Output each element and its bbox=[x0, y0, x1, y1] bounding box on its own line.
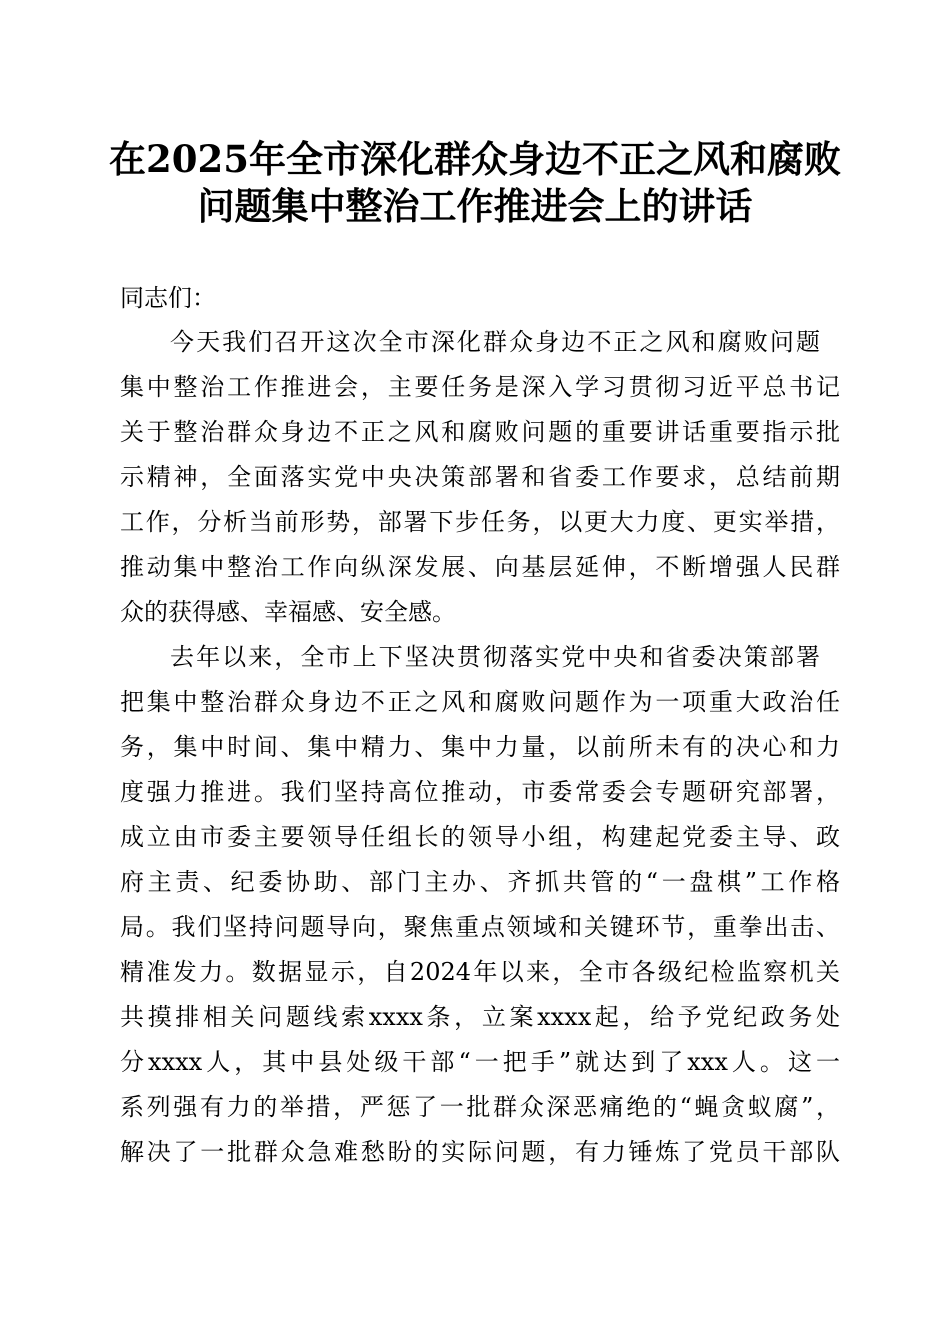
salutation: 同志们： bbox=[120, 284, 216, 312]
paragraph-2-line-2: 把集中整治群众身边不正之风和腐败问题作为一项重大政治任 bbox=[120, 688, 840, 716]
paragraph-2-line-3: 务，集中时间、集中精力、集中力量，以前所未有的决心和力 bbox=[120, 733, 840, 761]
paragraph-2-line-10: 分xxxx人，其中县处级干部“一把手”就达到了xxx人。这一 bbox=[120, 1048, 840, 1076]
paragraph-1-line-7: 众的获得感、幸福感、安全感。 bbox=[120, 598, 456, 626]
paragraph-1-line-3: 关于整治群众身边不正之风和腐败问题的重要讲话重要指示批 bbox=[120, 418, 840, 446]
paragraph-1-line-6: 推动集中整治工作向纵深发展、向基层延伸，不断增强人民群 bbox=[120, 553, 840, 581]
paragraph-1-line-1: 今天我们召开这次全市深化群众身边不正之风和腐败问题 bbox=[170, 328, 820, 356]
paragraph-1-line-4: 示精神，全面落实党中央决策部署和省委工作要求，总结前期 bbox=[120, 463, 840, 491]
paragraph-2-line-5: 成立由市委主要领导任组长的领导小组，构建起党委主导、政 bbox=[120, 823, 840, 851]
paragraph-2-line-9: 共摸排相关问题线索xxxx条，立案xxxx起，给予党纪政务处 bbox=[120, 1003, 840, 1031]
paragraph-1-line-2: 集中整治工作推进会，主要任务是深入学习贯彻习近平总书记 bbox=[120, 373, 840, 401]
paragraph-2-line-6: 府主责、纪委协助、部门主办、齐抓共管的“一盘棋”工作格 bbox=[120, 868, 840, 896]
paragraph-2-line-7: 局。我们坚持问题导向，聚焦重点领域和关键环节，重拳出击、 bbox=[120, 913, 840, 941]
paragraph-2-line-11: 系列强有力的举措，严惩了一批群众深恶痛绝的“蝇贪蚁腐”， bbox=[120, 1093, 840, 1121]
paragraph-2-line-4: 度强力推进。我们坚持高位推动，市委常委会专题研究部署， bbox=[120, 778, 840, 806]
paragraph-2-line-12: 解决了一批群众急难愁盼的实际问题，有力锤炼了党员干部队 bbox=[120, 1138, 840, 1166]
document-title-line-2: 问题集中整治工作推进会上的讲话 bbox=[197, 184, 753, 228]
paragraph-2-line-8: 精准发力。数据显示，自2024年以来，全市各级纪检监察机关 bbox=[120, 958, 840, 986]
paragraph-2-line-1: 去年以来，全市上下坚决贯彻落实党中央和省委决策部署 bbox=[170, 643, 820, 671]
document-title-line-1: 在2025年全市深化群众身边不正之风和腐败 bbox=[109, 137, 841, 181]
paragraph-1-line-5: 工作，分析当前形势，部署下步任务，以更大力度、更实举措， bbox=[120, 508, 840, 536]
